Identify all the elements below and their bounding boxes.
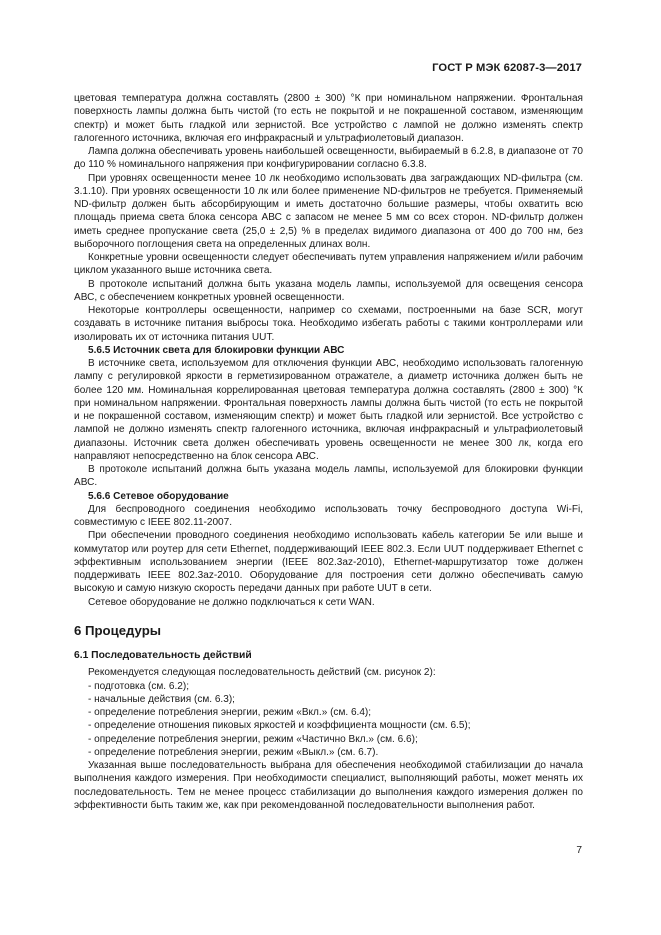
paragraph: Лампа должна обеспечивать уровень наибольшей освещенности, выбираемый в 6.2.8, в диапазоне от 70 до 110 % номинального напряжения при конфигурировании согласно 6.3.8. bbox=[74, 146, 583, 171]
paragraph: Рекомендуется следующая последовательность действий (см. рисунок 2): bbox=[88, 667, 436, 679]
subsection-heading: 6.1 Последовательность действий bbox=[74, 649, 252, 661]
paragraph: При уровнях освещенности менее 10 лк необходимо использовать два заграждающих ND-фильтра (см. 3.1.10). При уровнях освещенности 10 лк или более применение ND-фильтров не требуется. Применяемый ND-фильтр должен быть абсорбирующим и иметь достаточно большие размеры, чтобы охватить всю площадь приема света блока сенсора АВС с запасом не менее 5 мм со всех сторон. ND-фильтр должен иметь среднее пропускание света (25,0 ± 2,5) % в пределах видимого диапазона от 400 до 700 нм, без выборочного поглощения света на определенных длинах волн. bbox=[74, 172, 583, 250]
paragraph: цветовая температура должна составлять (2800 ± 300) °К при номинальном напряжении. Фронтальная поверхность лампы должна быть чистой (то есть не покрытой и не покрашенной составом, изменяющим спектр) и может быть гладкой или зернистой. Все устройство с лампой не должно изменять спектр галогенного источника, включая его инфракрасный и ультрафиолетовый диапазон. bbox=[74, 93, 583, 144]
section-heading: 6 Процедуры bbox=[74, 622, 162, 638]
document-body bbox=[74, 92, 583, 812]
paragraph: В источнике света, используемом для отключения функции АВС, необходимо использовать галогенную лампу с регулировкой яркости в герметизированном отражателе, а диаметр источника должен быть не более 120 мм. Номинальная коррелированная цветовая температура должна составлять (2800 ± 300) °К при номинальном напряжении. Фронтальная поверхность лампы должна быть чистой (то есть не покрытой и не покрашенной составом, изменяющим спектр) и может быть гладкой или зернистой. Все устройство с лампой не должно изменять спектр галогенного источника, включая инфракрасный и ультрафиолетовый диапазоны. Источник света должен обеспечивать уровень освещенности не менее 300 лк, когда его направляют непосредственно на блок сенсора АВС. bbox=[74, 358, 583, 462]
paragraph: Указанная выше последовательность выбрана для обеспечения необходимой стабилизации до начала выполнения каждого измерения. При необходимости специалист, выполняющий работы, может менять их последовательность. Тем не менее процесс стабилизации до выполнения каждого измерения должен по эффективности быть таким же, как при рекомендованной последовательности выполнения работ. bbox=[74, 760, 583, 811]
paragraph: Для беспроводного соединения необходимо использовать точку беспроводного доступа Wi-Fi, совместимую с IEEE 802.11-2007. bbox=[74, 503, 583, 528]
clause-heading: 5.6.6 Сетевое оборудование bbox=[88, 490, 229, 502]
list-item: - начальные действия (см. 6.3); bbox=[88, 693, 235, 705]
paragraph: Сетевое оборудование не должно подключаться к сети WAN. bbox=[88, 596, 375, 608]
paragraph: В протоколе испытаний должна быть указана модель лампы, используемой для блокировки функции АВС. bbox=[74, 464, 583, 489]
list-item: - определение потребления энергии, режим «Частично Вкл.» (см. 6.6); bbox=[88, 733, 418, 745]
list-item: - определение отношения пиковых яркостей и коэффициента мощности (см. 6.5); bbox=[88, 720, 471, 732]
paragraph: При обеспечении проводного соединения необходимо использовать кабель категории 5е или выше и коммутатор или роутер для сети Ethernet, поддерживающий IEEE 802.3. Если UUT поддерживает Ethernet с эффективным использованием энергии (IEEE 802.3az-2010), Ethernet-маршрутизатор тоже должен поддерживать IEEE 802.3az-2010. Оборудование для построения сети должно обеспечивать самую высокую и самую низкую скорость передачи данных при работе UUT в сети. bbox=[74, 530, 583, 595]
paragraph: В протоколе испытаний должна быть указана модель лампы, используемой для освещения сенсора АВС, с обеспечением конкретных уровней освещенности. bbox=[74, 278, 583, 303]
paragraph: Некоторые контроллеры освещенности, например со схемами, построенными на базе SCR, могут создавать в источнике питания выбросы тока. Необходимо избегать работы с такими контроллерами или изолировать их от источника питания UUT. bbox=[74, 305, 583, 343]
clause-heading: 5.6.5 Источник света для блокировки функции АВС bbox=[88, 344, 345, 356]
list-item: - определение потребления энергии, режим «Выкл.» (см. 6.7). bbox=[88, 746, 379, 758]
paragraph: Конкретные уровни освещенности следует обеспечивать путем управления напряжением и/или рабочим циклом указанного выше источника света. bbox=[74, 252, 583, 277]
list-item: - определение потребления энергии, режим «Вкл.» (см. 6.4); bbox=[88, 707, 372, 718]
page-number: 7 bbox=[576, 845, 582, 856]
list-item: - подготовка (см. 6.2); bbox=[88, 680, 189, 692]
standard-header: ГОСТ Р МЭК 62087-3—2017 bbox=[432, 62, 582, 74]
